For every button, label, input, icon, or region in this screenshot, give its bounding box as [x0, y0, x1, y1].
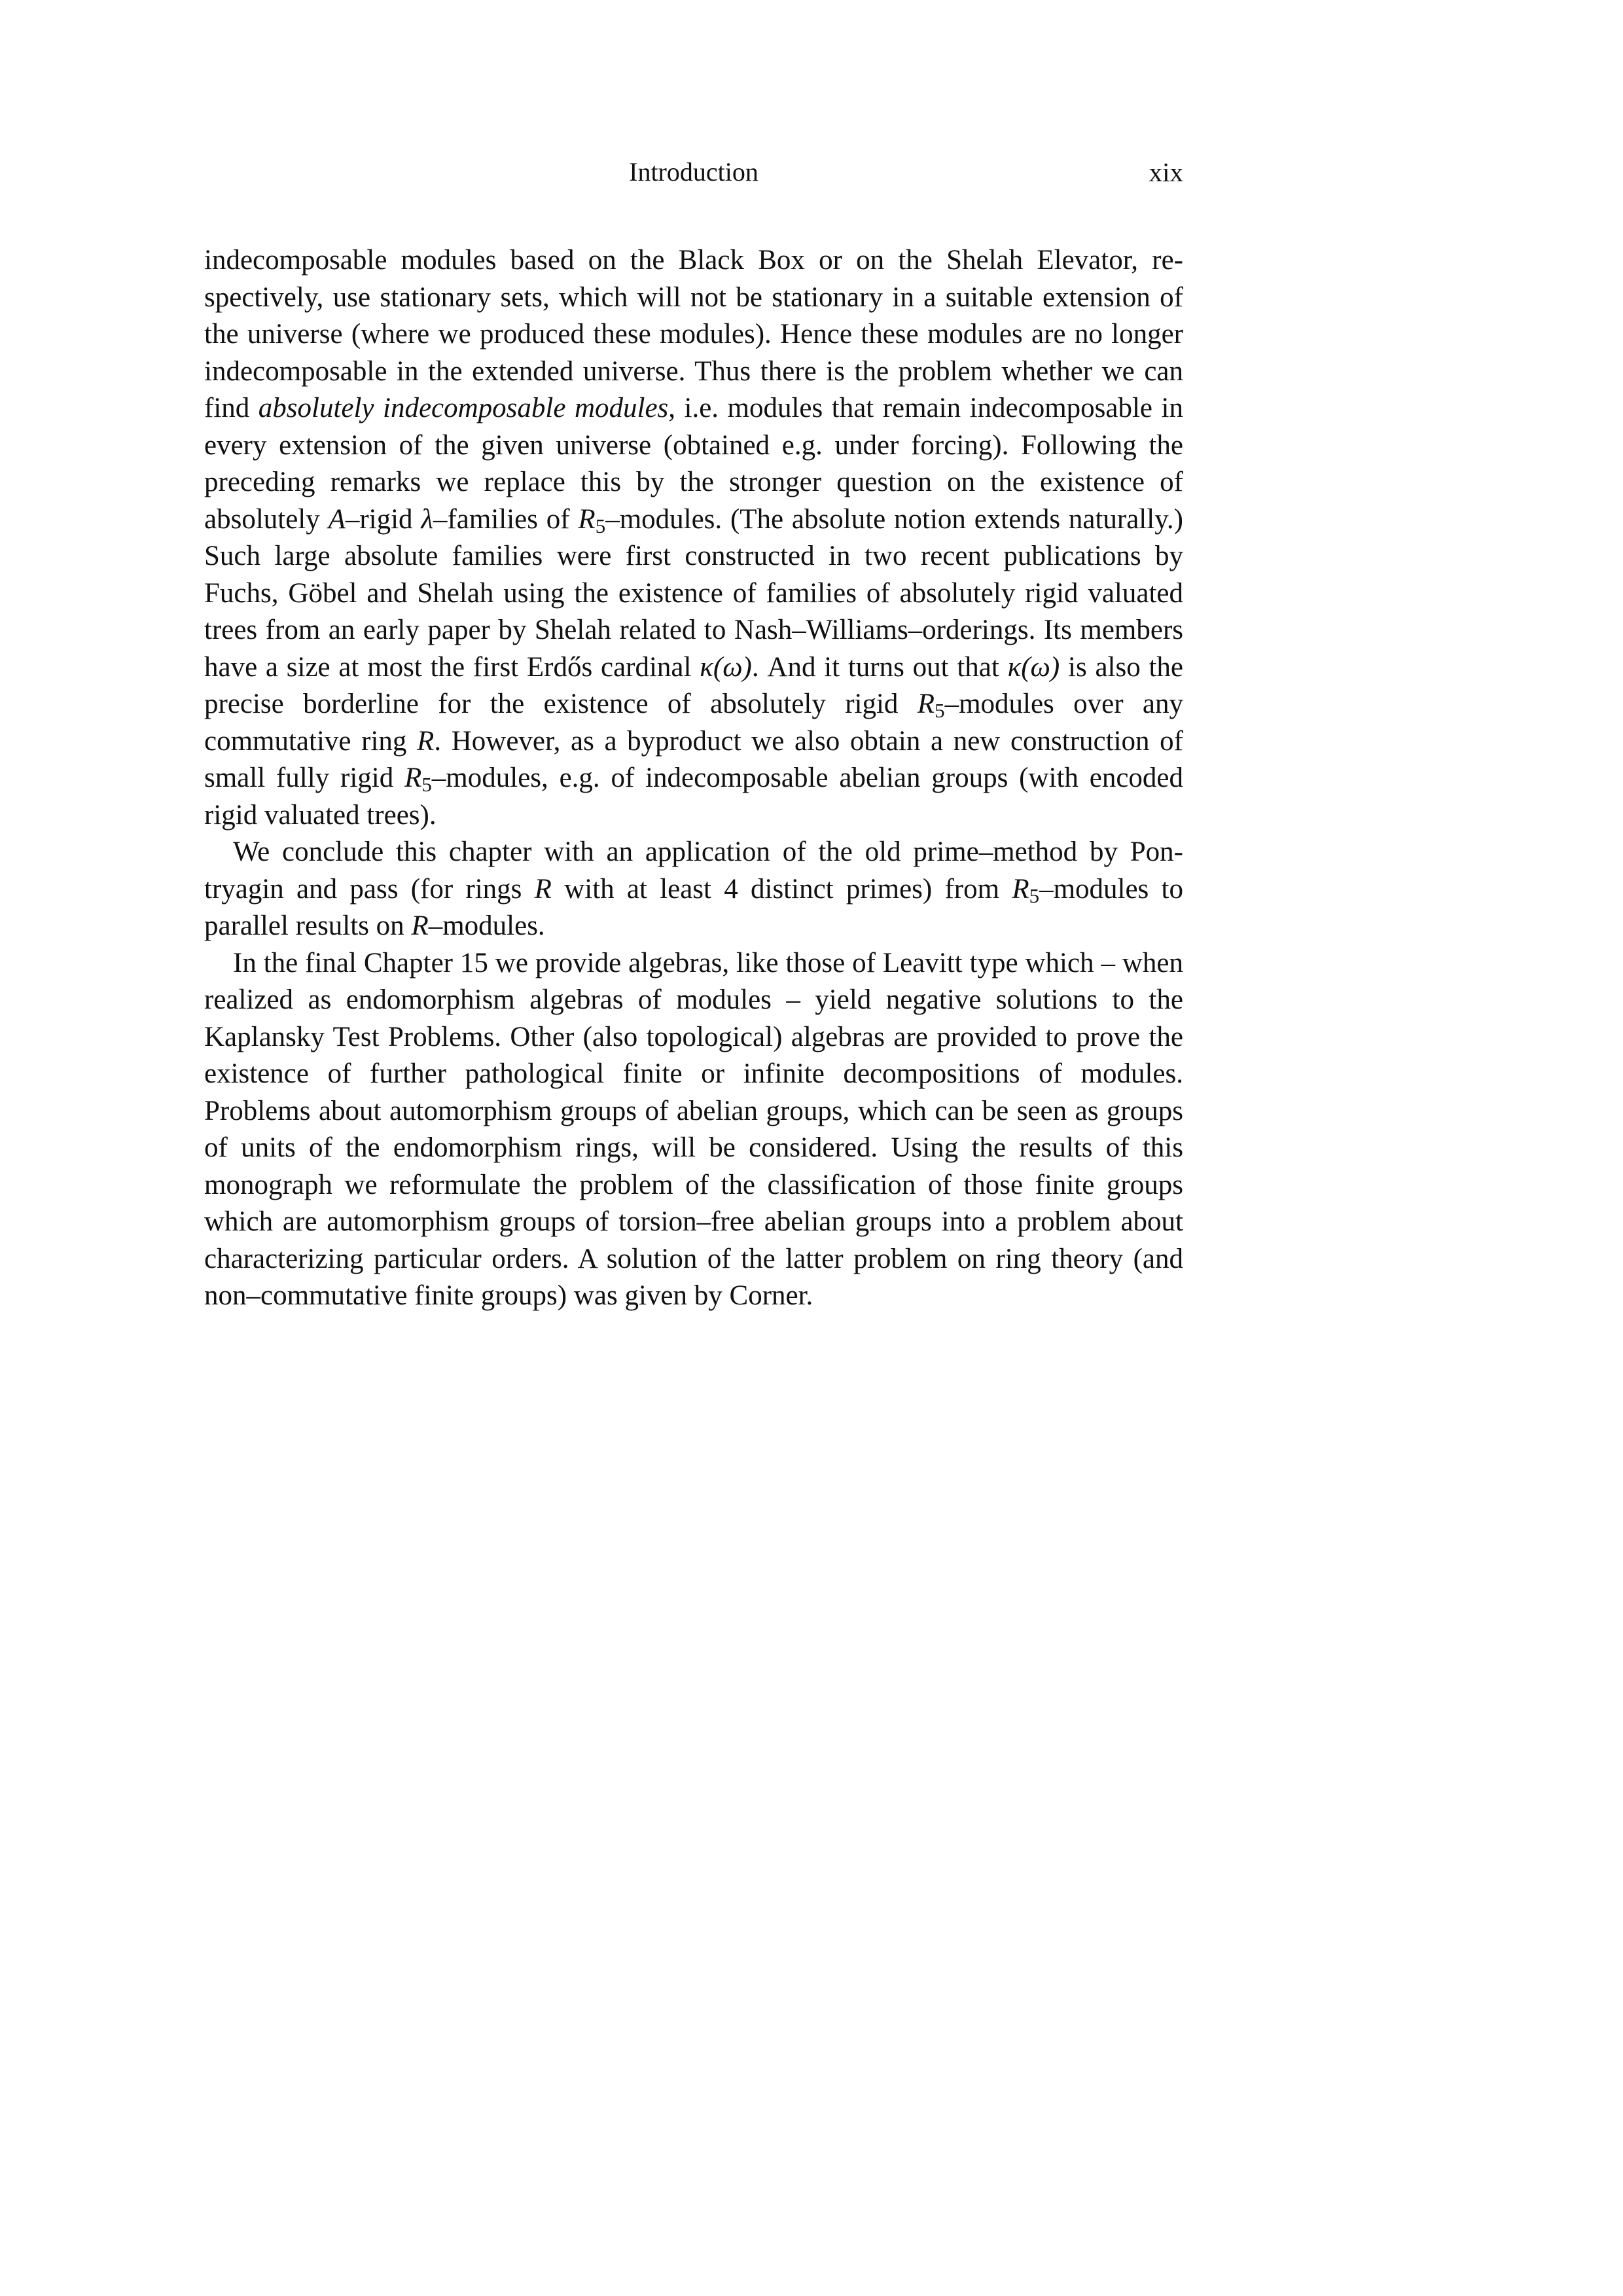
- paragraph: [204, 945, 1183, 1315]
- math-base: R: [1012, 873, 1029, 905]
- body-text: [204, 242, 1183, 1315]
- running-title: Introduction: [629, 157, 758, 187]
- text-run: , i.e. modules that remain indecomposable in every extension of the given universe (obtained e.g. under forcing). Following the preceding remarks we replace this by the stronger question on the existence of absolutely: [204, 393, 1183, 535]
- paragraph: [204, 242, 1183, 834]
- math-symbol: [535, 874, 552, 905]
- emphasized-term: absolutely indecomposable modules: [258, 393, 669, 423]
- math-symbol: [404, 762, 432, 796]
- math-base: κ(ω): [700, 651, 752, 683]
- text-run: –families of: [433, 503, 579, 535]
- text-run: –modules, e.g. of indecomposable abelian groups (with encoded rigid valuated trees).: [204, 762, 1183, 831]
- math-base: R: [411, 910, 429, 941]
- math-symbol: [411, 910, 428, 941]
- page-number: xix: [1149, 157, 1183, 187]
- paragraph: [204, 834, 1183, 945]
- math-base: κ(ω): [1007, 651, 1060, 683]
- math-subscript: 5: [421, 772, 432, 796]
- math-symbol: [700, 652, 752, 683]
- text-run: is also the precise borderline for the existence of absolutely rigid: [204, 651, 1184, 719]
- math-subscript: 5: [1029, 884, 1040, 907]
- text-run: –modules over any commutative ring: [204, 689, 1183, 757]
- running-header: [204, 152, 1183, 192]
- math-base: R: [578, 503, 596, 535]
- text-run: –rigid: [345, 503, 421, 535]
- math-symbol: [421, 504, 433, 535]
- math-base: R: [534, 873, 552, 905]
- text-run: –modules.: [428, 910, 545, 941]
- math-subscript: 5: [595, 514, 606, 537]
- text-run: . And it turns out that: [751, 651, 1008, 683]
- math-symbol: [1012, 874, 1039, 905]
- math-subscript: 5: [935, 698, 945, 722]
- math-base: A: [328, 503, 346, 535]
- math-symbol: [1008, 652, 1060, 683]
- text-run: . However, as a byproduct we also obtain a new construction of small fully rigid: [204, 725, 1183, 793]
- math-base: R: [417, 725, 435, 757]
- text-run: –modules. (The absolute notion extends naturally.) Such large absolute families were first constructed in two recent publications by Fuchs, Göbel and Shelah using the existence of families of absolutely rigid valuated trees from an early paper by Shelah related to Nash–Williams–orderings. Its members have a size at most the first Erdős cardinal: [204, 503, 1183, 683]
- math-symbol: [329, 504, 346, 535]
- text-run: We conclude this chapter with an application of the old prime–method by Pontryagin and pass (for rings: [204, 836, 1183, 905]
- math-base: R: [404, 762, 422, 793]
- math-symbol: [917, 689, 945, 722]
- math-symbol: [578, 504, 605, 535]
- math-base: R: [917, 689, 935, 719]
- text-run: In the final Chapter 15 we provide algebras, like those of Leavitt type which – when realized as endomorphism algebras of modules – yield negative solutions to the Kaplansky Test Problems. Other (also topological) algebras are provided to prove the existence of further pathological finite or infinite decompositions of modules. Problems about automorphism groups of abelian groups, which can be seen as groups of units of the endomorphism rings, will be considered. Using the results of this monograph we reformulate the problem of the classification of those finite groups which are automorphism groups of torsion–free abelian groups into a problem about characterizing particular orders. A solution of the latter problem on ring theory (and non–commutative finite groups) was given by Corner.: [204, 947, 1183, 1311]
- text-run: with at least 4 distinct primes) from: [551, 873, 1012, 905]
- math-symbol: [417, 726, 434, 757]
- text-run: indecomposable modules based on the Black Box or on the Shelah Elevator, respectively, use stationary sets, which will not be stationary in a suitable extension of the universe (where we produced these modules). Hence these modules are no longer indecomposable in the extended universe. Thus there is the problem whether we can find: [204, 245, 1183, 423]
- text-run: –modules to parallel results on: [204, 873, 1183, 941]
- math-base: λ: [421, 503, 433, 535]
